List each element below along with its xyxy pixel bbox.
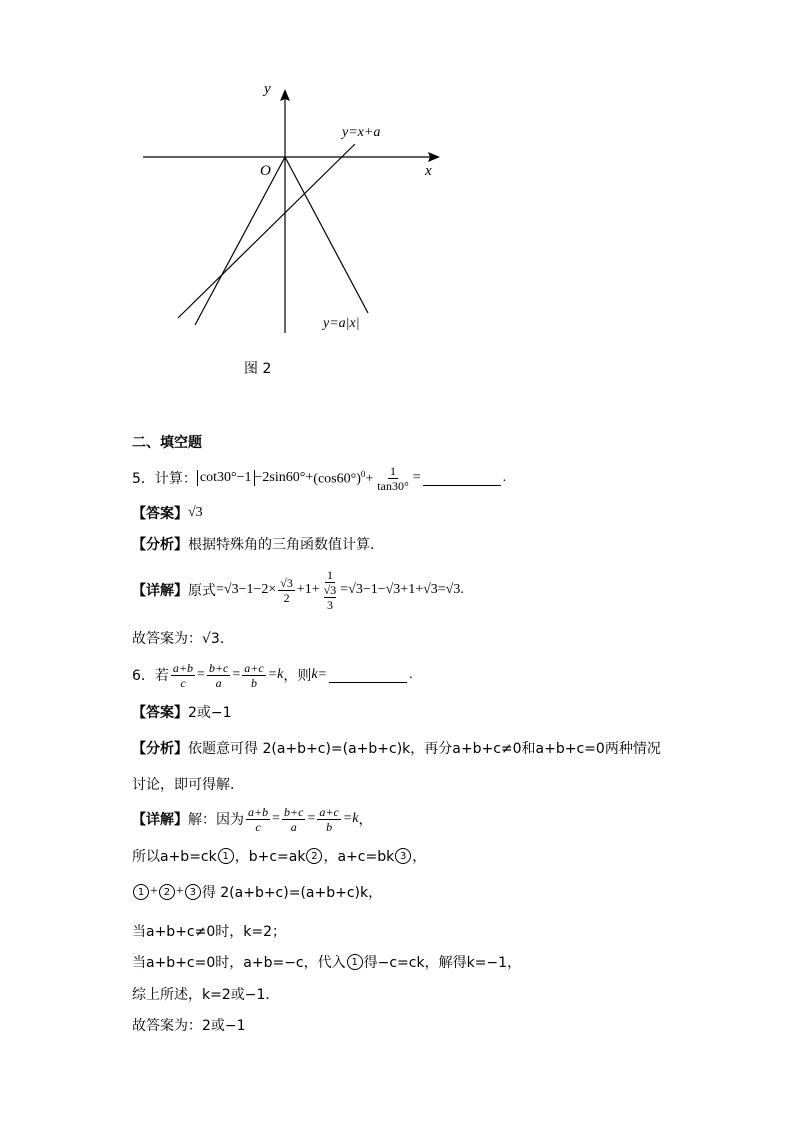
case2-b: 得−c=ck，解得k=−1， bbox=[363, 955, 522, 971]
circled-3-icon: 3 bbox=[395, 848, 411, 864]
detail-tag: 【详解】 bbox=[132, 583, 188, 599]
q6-case-1: 当a+b+c≠0时，k=2； bbox=[132, 924, 287, 940]
analysis-text: 根据特殊角的三角函数值计算． bbox=[188, 537, 384, 553]
fraction-a-plus-c: $\frac{a+c}{b}$ bbox=[244, 660, 264, 690]
q5-analysis bbox=[132, 534, 384, 554]
step1-a: 所以a+b=ck bbox=[132, 849, 217, 865]
fraction-tan: $\frac{1}{\tan 30^\circ}$ bbox=[377, 463, 409, 493]
step2-tail: 得 2(a+b+c)=(a+b+c)k， bbox=[201, 885, 383, 901]
detail-step-2: +1+ bbox=[296, 582, 320, 597]
circled-1-icon: 1 bbox=[347, 954, 363, 970]
q6-answer bbox=[132, 702, 232, 722]
question-5-number: 5．计算： bbox=[132, 471, 197, 487]
q6-detail: 【详解】 解：因为 $\frac{a+b}{c}$ = $\frac{b+c}{a}$ = $\frac{a+c}{b}$ =k ， bbox=[132, 804, 373, 834]
x-axis-label: x bbox=[425, 163, 432, 179]
detail-fraction-2: 1 √3 3 bbox=[323, 568, 337, 612]
step1-c: ，a+c=bk bbox=[323, 849, 395, 865]
abs-graph-right-branch bbox=[285, 157, 368, 313]
equals-k: =k bbox=[267, 667, 284, 682]
k-equals: k= bbox=[311, 667, 328, 682]
answer-tag: 【答案】 bbox=[132, 705, 188, 721]
exponent: 0 bbox=[360, 468, 366, 479]
detail-step-1: =√3−1−2× bbox=[216, 582, 277, 597]
circled-1-icon: 1 bbox=[218, 848, 234, 864]
q5-detail: 【详解】 原式 =√3−1−2× $\frac{√3}{2}$ +1+ 1 √3 3 =√3−1−√3+1+√3=√3 . bbox=[132, 568, 464, 612]
detail-fraction-1: $\frac{√3}{2}$ bbox=[280, 575, 293, 605]
step1-b: ，b+c=ak bbox=[234, 849, 306, 865]
question-6: 6．若 $\frac{a+b}{c}$ = $\frac{b+c}{a}$ = $\frac{a+c}{b}$ =k ，则 k= . bbox=[132, 660, 413, 690]
q6-conclusion: 故答案为：2或−1 bbox=[132, 1018, 246, 1034]
q6-summary: 综上所述，k=2或−1． bbox=[132, 987, 280, 1003]
q6-case-2 bbox=[132, 952, 521, 972]
figure-2-graph bbox=[130, 75, 450, 345]
q5-conclusion: 故答案为：√3． bbox=[132, 631, 234, 647]
abs-graph-left-branch bbox=[195, 157, 285, 325]
circled-2-icon: 2 bbox=[159, 884, 175, 900]
detail-step-3: =√3−1−√3+1+√3=√3 bbox=[340, 582, 461, 597]
answer-tag: 【答案】 bbox=[132, 506, 188, 522]
detail-tag: 【详解】 bbox=[132, 812, 188, 828]
analysis-tag: 【分析】 bbox=[132, 537, 188, 553]
section-title: 二、填空题 bbox=[132, 435, 202, 451]
line-label-linear: y=x+a bbox=[342, 125, 381, 140]
analysis-tag: 【分析】 bbox=[132, 741, 188, 757]
analysis-text: 依题意可得 2(a+b+c)=(a+b+c)k，再分a+b+c≠0和a+b+c=0两种情况 bbox=[188, 741, 661, 757]
q6-step-2: 1 + 2 + 3 得 2(a+b+c)=(a+b+c)k， bbox=[132, 882, 382, 902]
detail-prefix: 原式 bbox=[188, 583, 216, 599]
figure-caption: 图 2 bbox=[244, 361, 272, 377]
q5-answer bbox=[132, 503, 203, 523]
circled-1-icon: 1 bbox=[133, 884, 149, 900]
answer-value: √3 bbox=[188, 505, 203, 520]
circled-3-icon: 3 bbox=[185, 884, 201, 900]
circled-2-icon: 2 bbox=[306, 848, 322, 864]
line-label-abs: y=a|x| bbox=[323, 316, 360, 331]
fraction-b-plus-c: $\frac{b+c}{a}$ bbox=[208, 660, 229, 690]
question-6-number: 6．若 bbox=[132, 668, 169, 684]
then-text: ，则 bbox=[283, 668, 312, 684]
question-5: 5．计算： cot30°−1 −2sin60°+ $(\cos 60^\circ)^0+$ $\frac{1}{\tan 30^\circ}$ = . bbox=[132, 463, 507, 493]
equals-sign: = bbox=[412, 470, 421, 485]
q6-analysis-line-1 bbox=[132, 738, 661, 758]
expression-part-c: $(\cos 60^\circ)^0+$ bbox=[313, 468, 374, 487]
answer-blank[interactable] bbox=[329, 668, 407, 683]
expression-part-b: −2sin60°+ bbox=[254, 470, 314, 485]
q6-analysis-line-2: 讨论，即可得解． bbox=[132, 777, 244, 793]
fraction-a-plus-b: $\frac{a+b}{c}$ bbox=[172, 660, 194, 690]
abs-expression: cot30°−1 bbox=[197, 470, 255, 486]
detail-intro: 解：因为 bbox=[188, 812, 244, 828]
answer-blank[interactable] bbox=[423, 471, 501, 486]
q6-step-1: 所以a+b=ck 1 ，b+c=ak 2 ，a+c=bk 3 ， bbox=[132, 846, 426, 866]
y-axis-label: y bbox=[264, 81, 271, 97]
origin-label: O bbox=[260, 163, 271, 179]
case2-a: 当a+b+c=0时，a+b=−c，代入 bbox=[132, 955, 346, 971]
answer-value: 2或−1 bbox=[188, 705, 232, 721]
